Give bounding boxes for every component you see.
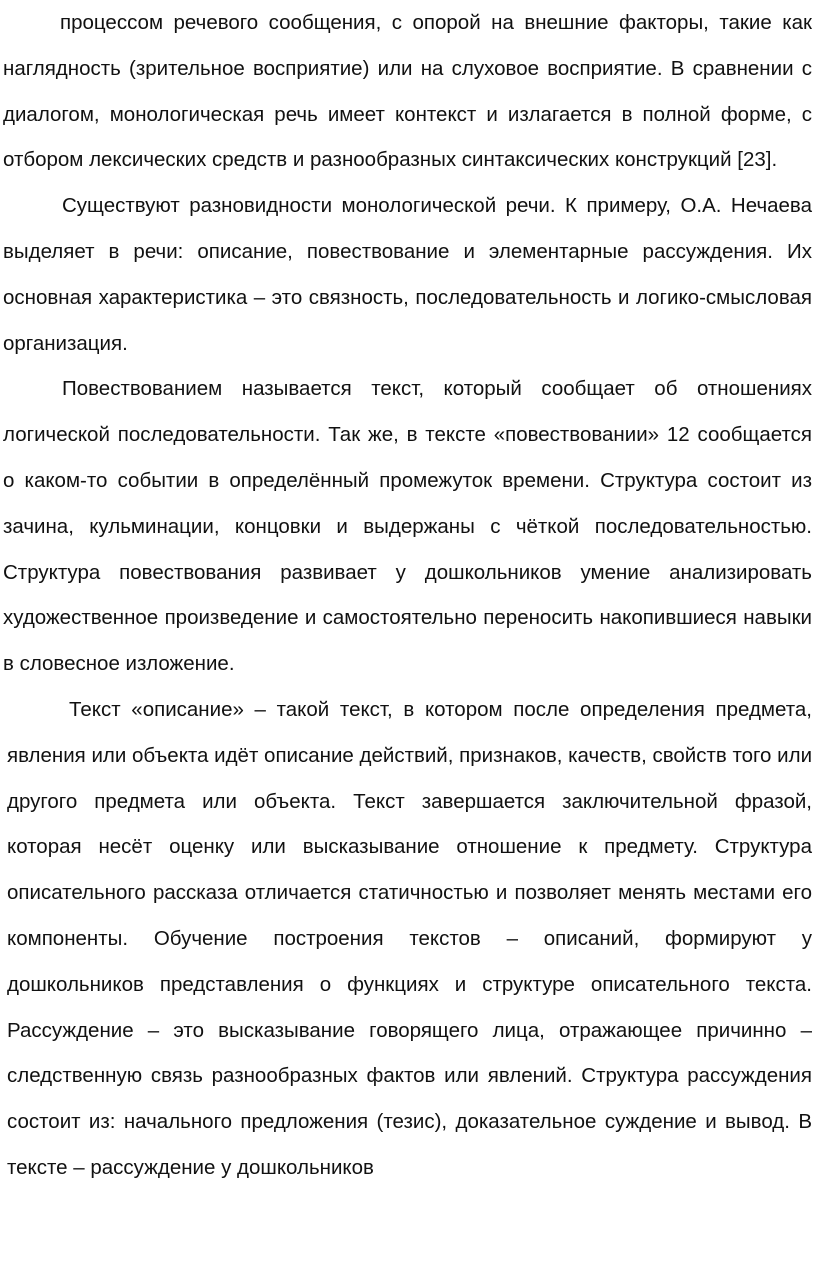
paragraph-description-reasoning: Текст «описание» – такой текст, в котором после определения предмета, явления или объекта идёт описание действий, признаков, качеств, свойств того или другого предмета или объекта. Текст завершается заключительной фразой, которая несёт оценку или высказывание отношение к предмету. Структура описательного рассказа отличается статичностью и позволяет менять местами его компоненты. Обучение построения текстов – описаний, формируют у дошкольников представления о функциях и структуре описательного текста. Рассуждение – это высказывание говорящего лица, отражающее причинно – следственную связь разнообразных фактов или явлений. Структура рассуждения состоит из: начального предложения (тезис), доказательное суждение и вывод. В тексте – рассуждение у дошкольников [7, 697, 813, 1179]
paragraph-narration: Повествованием называется текст, который сообщает об отношениях логической последовательности. Так же, в тексте «повествовании» 12 сообщается о каком-то событии в определённый промежуток времени. Структура состоит из зачина, кульминации, концовки и выдержаны с чёткой последовательностью. Структура повествования развивает у дошкольников умение анализировать художественное произведение и самостоятельно переносить накопившиеся навыки в словесное изложение. [3, 377, 812, 676]
paragraph-monologue-types: Существуют разновидности монологической речи. К примеру, О.А. Нечаева выделяет в речи: описание, повествование и элементарные рассуждения. Их основная характеристика – это связность, последовательность и логико-смысловая организация. [3, 194, 812, 355]
paragraph-monologue-context: процессом речевого сообщения, с опорой на внешние факторы, такие как наглядность (зрительное восприятие) или на слуховое восприятие. В сравнении с диалогом, монологическая речь имеет контекст и излагается в полной форме, с отбором лексических средств и разнообразных синтаксических конструкций [23]. [3, 11, 812, 172]
